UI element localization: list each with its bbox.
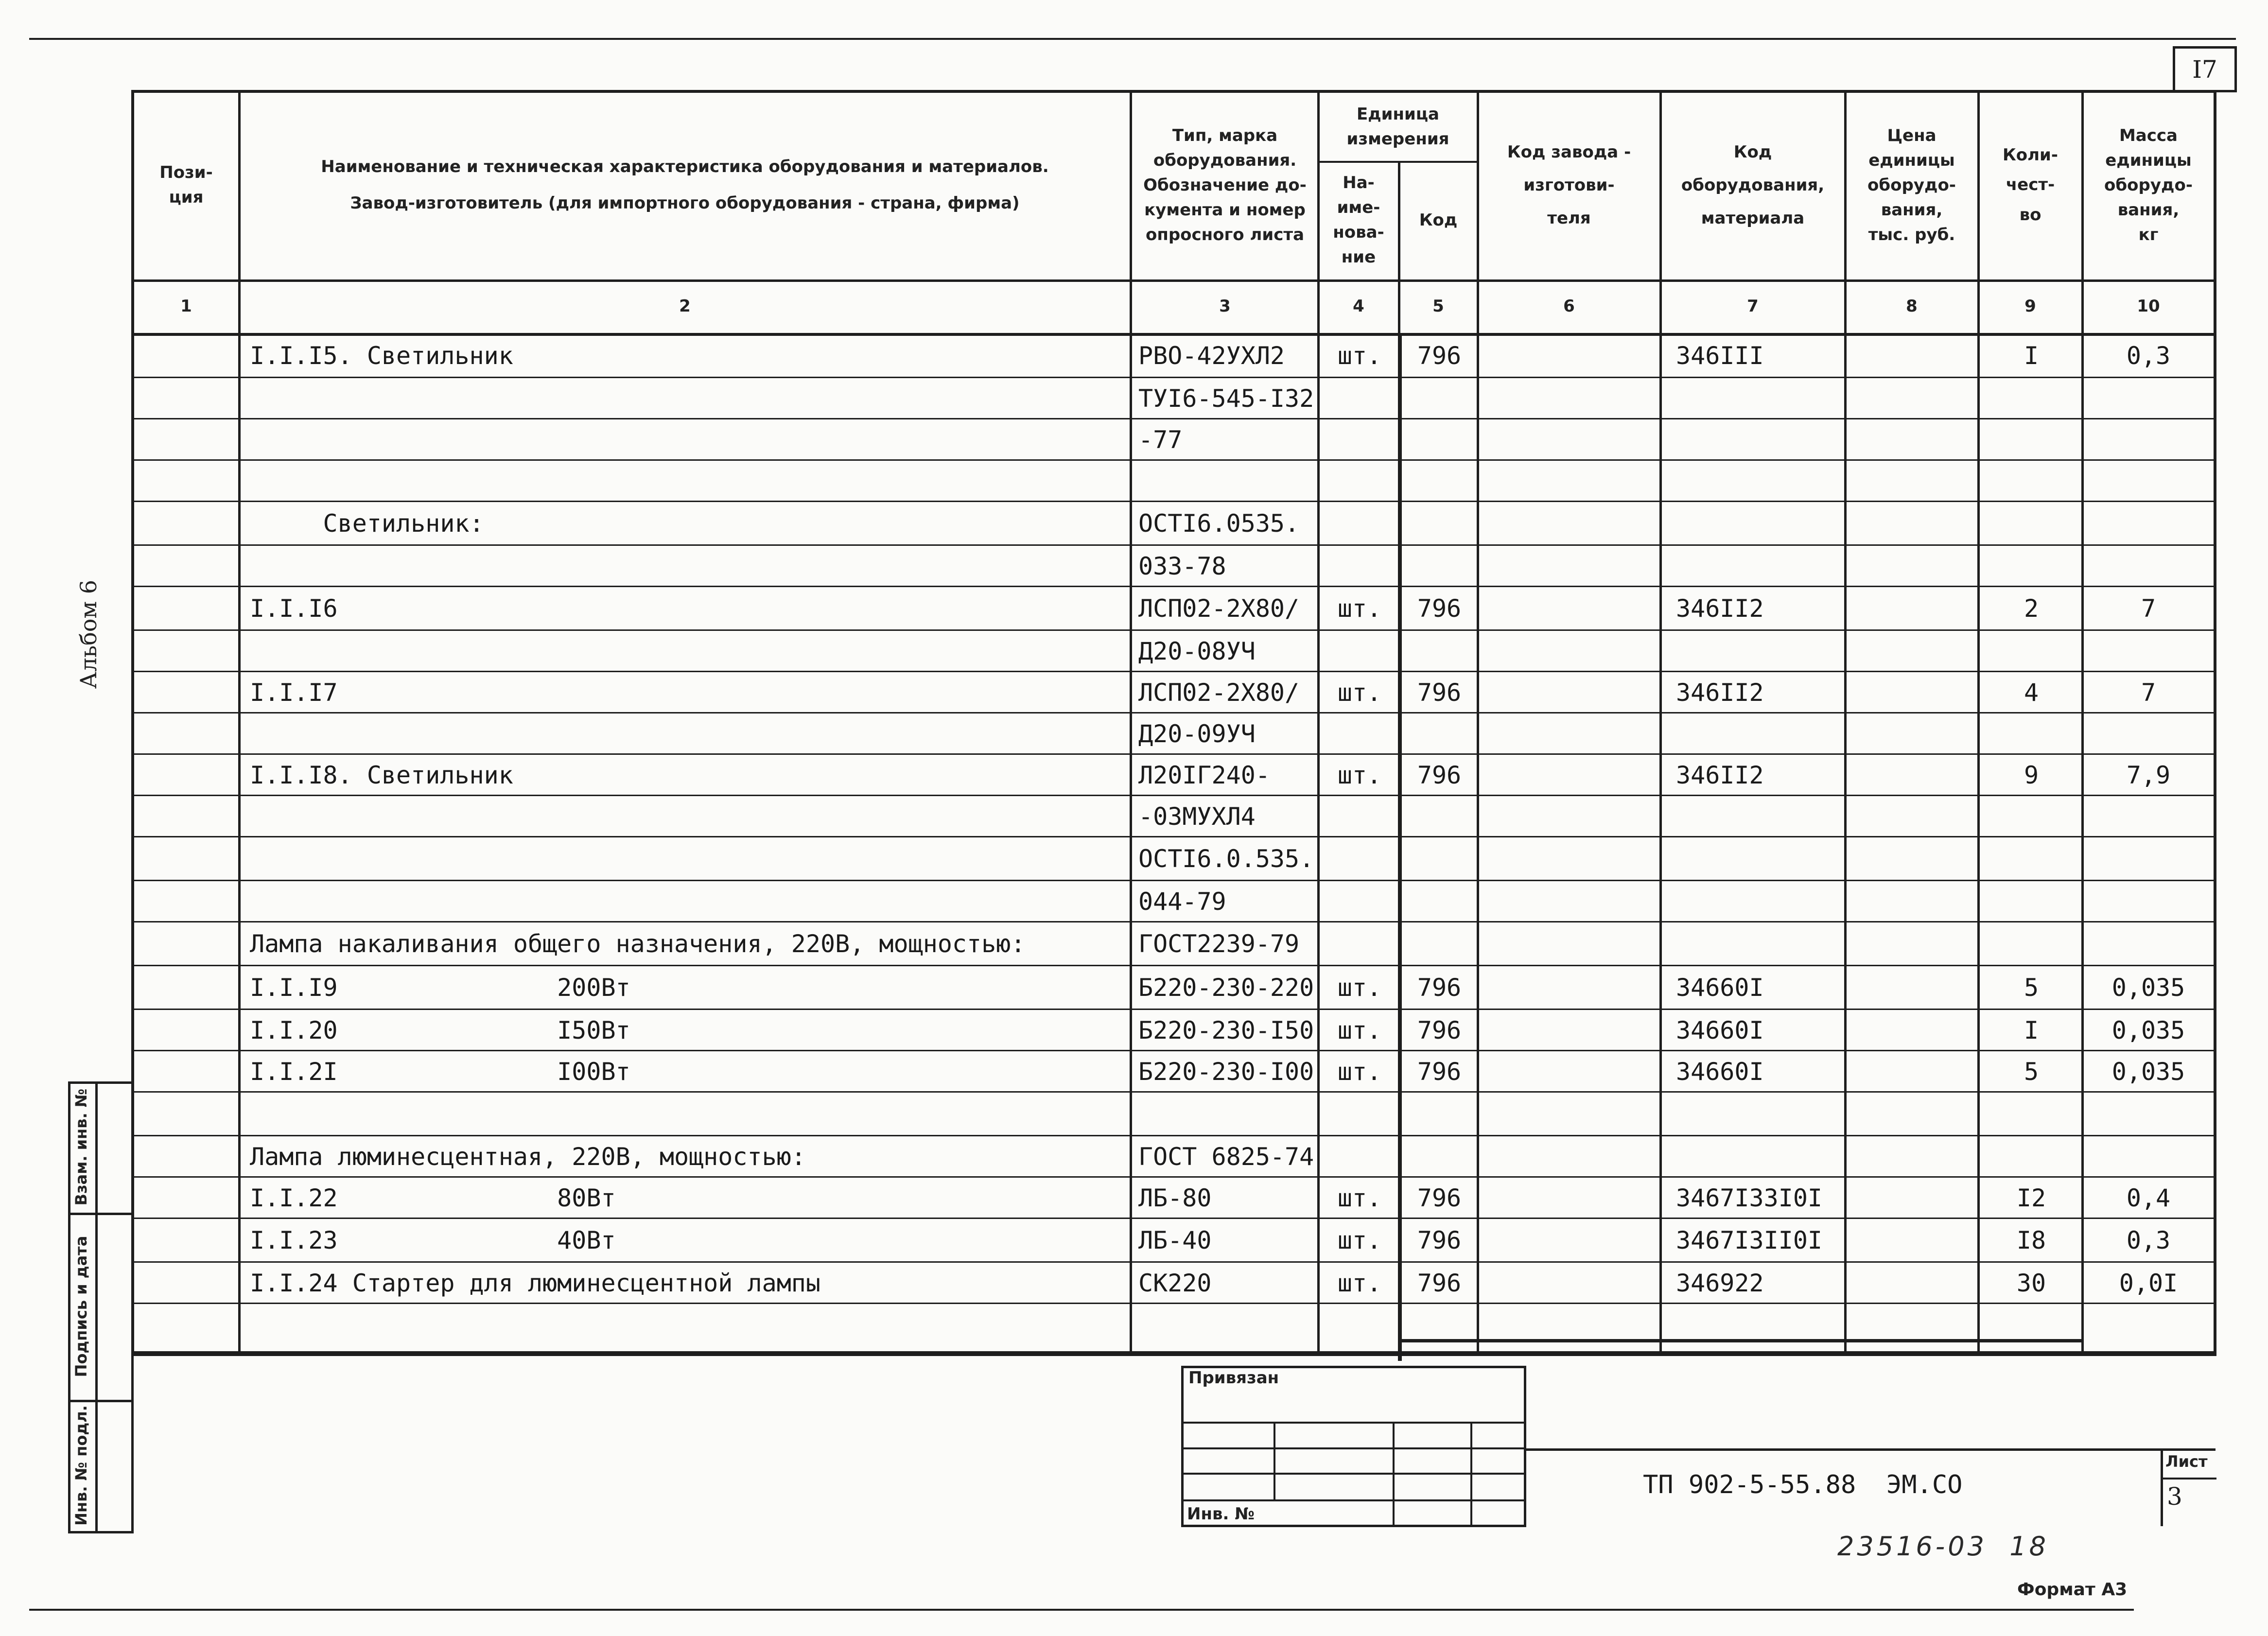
table-cell-c10: 7 xyxy=(2141,594,2156,623)
table-cell-c9: I xyxy=(2024,1016,2039,1044)
table-cell-c9: I2 xyxy=(2016,1183,2046,1212)
sheet-bottom-border xyxy=(29,1609,2134,1611)
row-line xyxy=(131,1050,2216,1051)
row-line xyxy=(131,880,2216,881)
table-cell-c4: шт. xyxy=(1337,594,1382,623)
table-cell-c10: 0,035 xyxy=(2111,1057,2185,1086)
table-cell-c3: -77 xyxy=(1138,425,1183,454)
row-line xyxy=(131,1009,2216,1010)
row-line xyxy=(131,418,2216,419)
privyazan-label: Привязан xyxy=(1188,1368,1279,1388)
table-cell-c2 xyxy=(250,844,1128,873)
table-cell-c9 xyxy=(1979,1313,2083,1342)
colnum-4: 4 xyxy=(1353,296,1364,316)
table-cell-c3: Л20IГ240- xyxy=(1138,761,1270,789)
table-cell-c2: I.I.I9 200Вт xyxy=(250,974,630,1002)
table-cell-c10 xyxy=(2083,552,2214,581)
colnum-5: 5 xyxy=(1432,296,1444,316)
table-cell-c4 xyxy=(1319,425,1400,454)
table-cell-c4: шт. xyxy=(1337,1057,1382,1086)
table-cell-c10 xyxy=(2083,929,2214,958)
table-cell-c5: 796 xyxy=(1417,1057,1462,1086)
column-line xyxy=(1130,93,1132,1351)
colnum-1: 1 xyxy=(180,296,192,316)
table-cell-c10 xyxy=(2083,637,2214,666)
table-cell-c2: I.I.I7 xyxy=(250,678,338,707)
podpis-data-label: Подпись и дата xyxy=(72,1236,90,1377)
table-cell-c2: I.I.2I I00Вт xyxy=(250,1057,630,1086)
table-cell-c5 xyxy=(1400,887,1479,916)
stamp-line-1 xyxy=(1181,1422,1526,1424)
table-cell-c10: 0,035 xyxy=(2111,974,2185,1002)
table-cell-c4: шт. xyxy=(1337,342,1382,370)
table-cell-c9 xyxy=(1979,1099,2083,1129)
table-cell-c5: 796 xyxy=(1417,678,1462,707)
table-cell-c3 xyxy=(1138,1313,1317,1342)
table-cell-c7 xyxy=(1676,844,1853,873)
table-cell-c2 xyxy=(250,887,1128,916)
table-cell-c4 xyxy=(1319,552,1400,581)
row-line xyxy=(131,1303,2216,1304)
table-cell-c3: Б220-230-I00 xyxy=(1138,1057,1314,1086)
table-cell-c4 xyxy=(1319,844,1400,873)
table-cell-c9 xyxy=(1979,425,2083,454)
row-line xyxy=(131,1176,2216,1178)
table-cell-c3: 033-78 xyxy=(1138,552,1226,580)
table-cell-c5 xyxy=(1400,425,1479,454)
row-line xyxy=(131,836,2216,837)
vzam-inv-label: Взам. инв. № xyxy=(72,1088,90,1206)
column-line xyxy=(1317,93,1320,1351)
table-cell-c3 xyxy=(1138,467,1317,496)
table-cell-c3: -03МУХЛ4 xyxy=(1138,802,1256,831)
table-cell-c2 xyxy=(250,802,1128,831)
stamp-vline-3 xyxy=(1470,1422,1472,1526)
stamp-line-4 xyxy=(1181,1499,1526,1501)
table-cell-c5 xyxy=(1400,802,1479,831)
table-cell-c5: 796 xyxy=(1417,1183,1462,1212)
row-line xyxy=(131,1261,2216,1263)
list-label: Лист xyxy=(2165,1452,2208,1471)
column-line xyxy=(1477,93,1479,1351)
table-cell-c4 xyxy=(1319,802,1400,831)
table-cell-c7: 3467I3II0I xyxy=(1676,1226,1823,1254)
table-cell-c7: 34660I xyxy=(1676,974,1764,1002)
table-cell-c5 xyxy=(1400,1142,1479,1171)
colnum-bottom-line xyxy=(131,333,2216,336)
table-cell-c3: ЛСП02-2Х80/ xyxy=(1138,678,1300,707)
row-line xyxy=(131,629,2216,631)
table-cell-c7: 3467I33I0I xyxy=(1676,1183,1823,1212)
table-cell-c9: 30 xyxy=(2016,1269,2046,1297)
row-line xyxy=(131,501,2216,502)
colnum-9: 9 xyxy=(2024,296,2036,316)
table-cell-c5 xyxy=(1400,719,1479,748)
table-cell-c10 xyxy=(2083,844,2214,873)
table-cell-c10 xyxy=(2083,887,2214,916)
table-cell-c4: шт. xyxy=(1337,678,1382,707)
row-line xyxy=(131,712,2216,714)
table-cell-c9: 9 xyxy=(2024,761,2039,789)
table-cell-c10 xyxy=(2083,425,2214,454)
row-line xyxy=(131,544,2216,546)
table-cell-c2 xyxy=(250,637,1128,666)
table-cell-c10 xyxy=(2083,467,2214,496)
table-cell-c3: ГОСТ 6825-74 xyxy=(1138,1142,1314,1171)
table-cell-c7: 34660I xyxy=(1676,1016,1764,1044)
table-cell-c2: Светильник: xyxy=(250,509,484,538)
table-cell-c2 xyxy=(250,1099,1128,1129)
thick-bottom-line xyxy=(1398,1339,2083,1342)
table-cell-c10 xyxy=(2083,509,2214,538)
table-cell-c7 xyxy=(1676,1099,1853,1129)
table-cell-c10: 0,3 xyxy=(2126,342,2171,370)
sheet-top-border xyxy=(29,38,2236,40)
table-cell-c3 xyxy=(1138,1099,1317,1129)
table-cell-c9: 2 xyxy=(2024,594,2039,623)
table-cell-c3: Б220-230-220 xyxy=(1138,974,1314,1002)
privyazan-stamp xyxy=(1181,1366,1526,1527)
row-line xyxy=(131,965,2216,966)
table-cell-c2 xyxy=(250,552,1128,581)
table-cell-c10: 0,035 xyxy=(2111,1016,2185,1044)
table-cell-c3: ТУI6-545-I32 xyxy=(1138,384,1314,413)
table-cell-c3: ЛСП02-2Х80/ xyxy=(1138,594,1300,623)
table-cell-c5 xyxy=(1400,929,1479,958)
table-cell-c2: I.I.20 I50Вт xyxy=(250,1016,630,1044)
row-line xyxy=(131,795,2216,796)
header-mass: Масса единицы оборудо- вания, кг xyxy=(2104,125,2193,244)
table-cell-c3: 044-79 xyxy=(1138,887,1226,916)
table-cell-c4 xyxy=(1319,887,1400,916)
table-cell-c5: 796 xyxy=(1417,1226,1462,1254)
table-cell-c9 xyxy=(1979,844,2083,873)
title-block-top-line xyxy=(1525,1448,2216,1451)
table-cell-c5: 796 xyxy=(1417,1269,1462,1297)
colnum-3: 3 xyxy=(1219,296,1231,316)
colnum-2: 2 xyxy=(679,296,691,316)
table-cell-c2 xyxy=(250,1313,1128,1342)
table-cell-c9: I8 xyxy=(2016,1226,2046,1254)
column-line xyxy=(238,93,241,1351)
table-cell-c2: Лампа люминесцентная, 220В, мощностью: xyxy=(250,1142,806,1171)
table-cell-c5 xyxy=(1400,1313,1479,1342)
table-cell-c3: ГОСТ2239-79 xyxy=(1138,930,1300,958)
table-cell-c7: 346II2 xyxy=(1676,594,1764,623)
table-cell-c10 xyxy=(2083,384,2214,413)
table-cell-c7 xyxy=(1676,425,1853,454)
table-cell-c5: 796 xyxy=(1417,761,1462,789)
table-cell-c4 xyxy=(1319,467,1400,496)
table-cell-c2: I.I.I6 xyxy=(250,594,338,623)
table-cell-c9 xyxy=(1979,552,2083,581)
table-cell-c5 xyxy=(1400,384,1479,413)
table-cell-c7 xyxy=(1676,1142,1853,1171)
sheet-corner-number: I7 xyxy=(2173,46,2237,92)
table-cell-c4 xyxy=(1319,929,1400,958)
table-cell-c2 xyxy=(250,425,1128,454)
table-cell-c7: 346II2 xyxy=(1676,678,1764,707)
table-cell-c2: I.I.I8. Светильник xyxy=(250,761,513,789)
column-line xyxy=(1977,93,1980,1351)
table-cell-c4 xyxy=(1319,509,1400,538)
inv-no-label: Инв. № xyxy=(1187,1504,1255,1524)
colnum-10: 10 xyxy=(2137,296,2160,316)
table-cell-c9 xyxy=(1979,887,2083,916)
table-cell-c7 xyxy=(1676,467,1853,496)
column-line xyxy=(1659,93,1662,1351)
table-cell-c5 xyxy=(1400,467,1479,496)
header-unit-name: На- име- нова- ние xyxy=(1333,173,1384,267)
table-cell-c5 xyxy=(1400,844,1479,873)
stamp-line-3 xyxy=(1181,1473,1526,1475)
table-cell-c4: шт. xyxy=(1337,1183,1382,1212)
table-cell-c5 xyxy=(1400,552,1479,581)
table-cell-c9 xyxy=(1979,467,2083,496)
table-cell-c7 xyxy=(1676,552,1853,581)
list-number: 3 xyxy=(2167,1482,2182,1511)
table-cell-c5 xyxy=(1400,1099,1479,1129)
row-line xyxy=(131,1218,2216,1219)
table-cell-c3: ЛБ-80 xyxy=(1138,1183,1212,1212)
table-cell-c2: I.I.23 40Вт xyxy=(250,1226,616,1254)
table-cell-c4 xyxy=(1319,637,1400,666)
row-line xyxy=(131,1091,2216,1093)
colnum-6: 6 xyxy=(1563,296,1575,316)
table-cell-c9 xyxy=(1979,637,2083,666)
table-cell-c9: 5 xyxy=(2024,974,2039,1002)
table-cell-c5: 796 xyxy=(1417,342,1462,370)
table-cell-c4: шт. xyxy=(1337,761,1382,789)
table-cell-c3: Б220-230-I50 xyxy=(1138,1016,1314,1044)
table-cell-c10: 0,4 xyxy=(2126,1183,2171,1212)
table-cell-c10 xyxy=(2083,1313,2214,1342)
table-cell-c9 xyxy=(1979,929,2083,958)
table-cell-c3: ОСТI6.0535. xyxy=(1138,509,1300,538)
table-cell-c10: 0,0I xyxy=(2119,1269,2178,1297)
table-cell-c2: I.I.22 80Вт xyxy=(250,1183,616,1212)
table-cell-c3: ОСТI6.0.535. xyxy=(1138,845,1314,873)
table-cell-c2: Лампа накаливания общего назначения, 220В, мощностью: xyxy=(250,930,1026,958)
table-cell-c9 xyxy=(1979,1142,2083,1171)
table-cell-c3: РВО-42УХЛ2 xyxy=(1138,342,1285,370)
table-cell-c9: 4 xyxy=(2024,678,2039,707)
table-cell-c4: шт. xyxy=(1337,1016,1382,1044)
table-cell-c4 xyxy=(1319,384,1400,413)
table-cell-c10 xyxy=(2083,802,2214,831)
table-cell-c3: Д20-09УЧ xyxy=(1138,719,1256,748)
table-cell-c10 xyxy=(2083,1142,2214,1171)
table-cell-c9 xyxy=(1979,509,2083,538)
stamp-vline-2 xyxy=(1393,1422,1395,1526)
table-cell-c7: 346III xyxy=(1676,342,1764,370)
table-cell-c5: 796 xyxy=(1417,594,1462,623)
table-cell-c5 xyxy=(1400,637,1479,666)
table-cell-c2: I.I.24 Стартер для люминесцентной лампы xyxy=(250,1269,820,1297)
header-plant-code: Код завода - изготови- теля xyxy=(1507,142,1631,228)
header-price: Цена единицы оборудо- вания, тыс. руб. xyxy=(1867,125,1956,244)
table-cell-c5 xyxy=(1400,509,1479,538)
table-cell-c9: 5 xyxy=(2024,1057,2039,1086)
table-cell-c7 xyxy=(1676,637,1853,666)
header-unit-code: Код xyxy=(1419,210,1458,230)
table-cell-c2 xyxy=(250,719,1128,748)
table-cell-c9 xyxy=(1979,802,2083,831)
table-cell-c9: I xyxy=(2024,342,2039,370)
table-cell-c9 xyxy=(1979,384,2083,413)
column-line xyxy=(1844,93,1847,1351)
table-cell-c4 xyxy=(1319,719,1400,748)
table-cell-c7 xyxy=(1676,802,1853,831)
table-cell-c4 xyxy=(1319,1099,1400,1129)
table-cell-c7 xyxy=(1676,384,1853,413)
inv-podl-label: Инв. № подл. xyxy=(72,1405,90,1526)
row-line xyxy=(131,459,2216,461)
body-bottom-line xyxy=(131,1351,2216,1354)
list-box-divider xyxy=(2161,1478,2216,1479)
table-cell-c5: 796 xyxy=(1417,974,1462,1002)
header-type: Тип, марка оборудования. Обозначение до- кумента и номер опросного листа xyxy=(1143,125,1307,244)
column-line xyxy=(2081,93,2084,1351)
table-cell-c4: шт. xyxy=(1337,974,1382,1002)
table-cell-c10: 7 xyxy=(2141,678,2156,707)
header-equipment-code: Код оборудования, материала xyxy=(1681,142,1825,228)
header-bottom-line xyxy=(131,279,2216,282)
header-name: Наименование и техническая характеристика оборудования и материалов. Завод-изготовитель (для импортного оборудования - страна, фирма) xyxy=(321,157,1049,213)
row-line xyxy=(131,377,2216,378)
document-code: ТП 902-5-55.88 ЭМ.СО xyxy=(1643,1470,1963,1499)
handwritten-archive-number: 23516-03 18 xyxy=(1837,1531,2049,1562)
table-cell-c7: 34660I xyxy=(1676,1057,1764,1086)
header-unit: Единица измерения xyxy=(1346,104,1449,149)
row-line xyxy=(131,1135,2216,1136)
table-cell-c10 xyxy=(2083,719,2214,748)
colnum-8: 8 xyxy=(1906,296,1918,316)
table-cell-c3: Д20-08УЧ xyxy=(1138,637,1256,665)
stamp-vline-1 xyxy=(1274,1422,1275,1499)
table-cell-c10: 0,3 xyxy=(2126,1226,2171,1254)
album-label: Альбом 6 xyxy=(75,579,102,689)
row-line xyxy=(131,671,2216,672)
table-cell-c4: шт. xyxy=(1337,1226,1382,1254)
table-cell-c7: 346II2 xyxy=(1676,761,1764,789)
table-cell-c7 xyxy=(1676,929,1853,958)
stamp-line-2 xyxy=(1181,1447,1526,1449)
table-cell-c7 xyxy=(1676,509,1853,538)
table-cell-c5: 796 xyxy=(1417,1016,1462,1044)
thick-column-5-line xyxy=(1398,333,1402,1361)
format-label: Формат А3 xyxy=(2017,1580,2128,1600)
row-line xyxy=(131,586,2216,587)
table-cell-c2 xyxy=(250,467,1128,496)
table-cell-c7 xyxy=(1676,1313,1853,1342)
table-cell-c10 xyxy=(2083,1099,2214,1129)
table-cell-c2: I.I.I5. Светильник xyxy=(250,342,513,370)
table-cell-c4 xyxy=(1319,1313,1400,1342)
table-cell-c4: шт. xyxy=(1337,1269,1382,1297)
header-quantity: Коли- чест- во xyxy=(2003,145,2058,225)
table-cell-c2 xyxy=(250,384,1128,413)
table-cell-c10: 7,9 xyxy=(2126,761,2171,789)
table-cell-c7 xyxy=(1676,887,1853,916)
header-position: Пози- ция xyxy=(159,163,213,207)
table-cell-c9 xyxy=(1979,719,2083,748)
table-cell-c3: СК220 xyxy=(1138,1269,1212,1297)
table-cell-c4 xyxy=(1319,1142,1400,1171)
colnum-7: 7 xyxy=(1747,296,1759,316)
table-cell-c7 xyxy=(1676,719,1853,748)
table-cell-c3: ЛБ-40 xyxy=(1138,1226,1212,1254)
row-line xyxy=(131,753,2216,755)
table-cell-c7: 346922 xyxy=(1676,1269,1764,1297)
row-line xyxy=(131,921,2216,922)
